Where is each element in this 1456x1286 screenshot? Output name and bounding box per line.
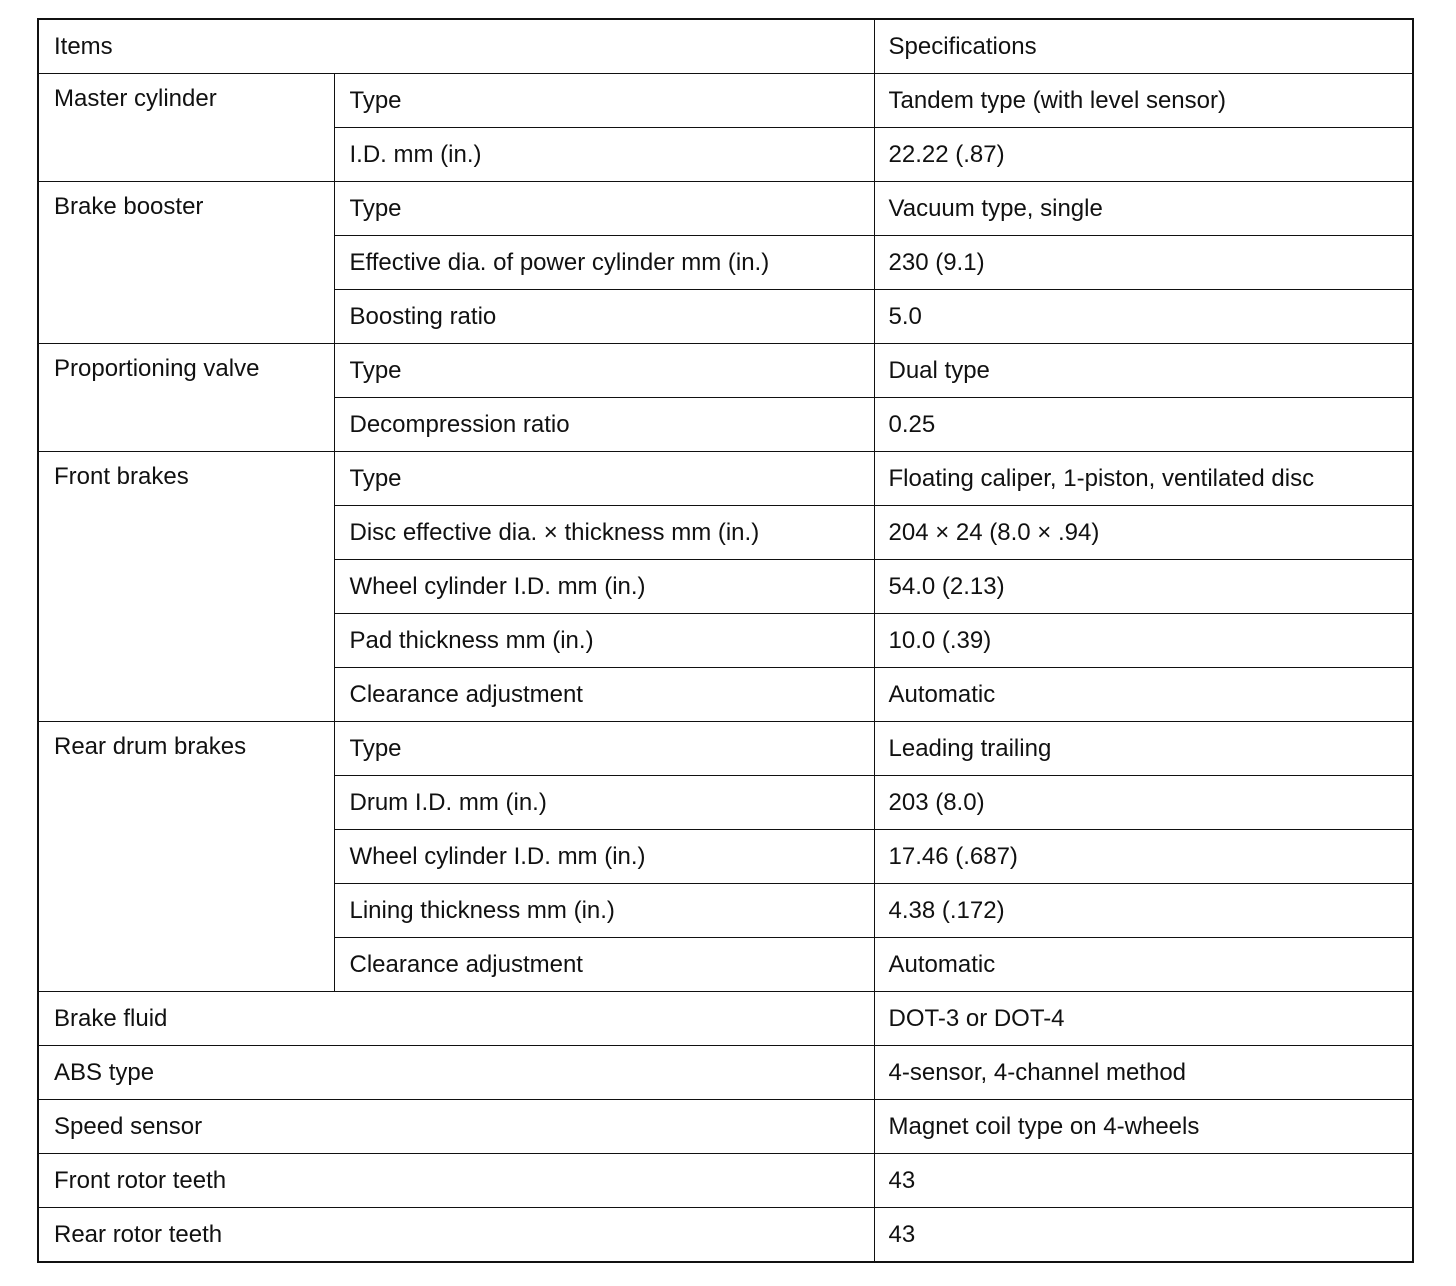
group-rear-drum-brakes: Rear drum brakes [38,722,334,992]
spec-cell: 4.38 (.172) [874,884,1413,938]
table-row [38,1100,1413,1154]
item-cell: Type [334,74,874,128]
item-front-rotor-teeth: Front rotor teeth [38,1154,874,1208]
spec-cell: Automatic [874,668,1413,722]
spec-cell: 43 [874,1208,1413,1263]
table-row [38,1208,1413,1263]
item-cell: I.D. mm (in.) [334,128,874,182]
table-row [38,1046,1413,1100]
item-cell: Effective dia. of power cylinder mm (in.) [334,236,874,290]
item-cell: Drum I.D. mm (in.) [334,776,874,830]
spec-cell: 230 (9.1) [874,236,1413,290]
spec-cell: Dual type [874,344,1413,398]
header-row [38,19,1413,74]
item-cell: Clearance adjustment [334,938,874,992]
spec-cell: 0.25 [874,398,1413,452]
spec-cell: Vacuum type, single [874,182,1413,236]
item-cell: Type [334,452,874,506]
spec-cell: Magnet coil type on 4-wheels [874,1100,1413,1154]
item-cell: Wheel cylinder I.D. mm (in.) [334,560,874,614]
table-row [38,74,1413,128]
spec-cell: 54.0 (2.13) [874,560,1413,614]
brake-specifications-table [37,18,1414,1263]
item-cell: Type [334,722,874,776]
spec-cell: Tandem type (with level sensor) [874,74,1413,128]
header-specifications: Specifications [874,19,1413,74]
spec-cell: Leading trailing [874,722,1413,776]
item-speed-sensor: Speed sensor [38,1100,874,1154]
item-cell: Wheel cylinder I.D. mm (in.) [334,830,874,884]
item-cell: Pad thickness mm (in.) [334,614,874,668]
table-row [38,182,1413,236]
item-cell: Type [334,182,874,236]
spec-cell: 22.22 (.87) [874,128,1413,182]
group-brake-booster: Brake booster [38,182,334,344]
group-master-cylinder: Master cylinder [38,74,334,182]
spec-cell: 4-sensor, 4-channel method [874,1046,1413,1100]
item-cell: Disc effective dia. × thickness mm (in.) [334,506,874,560]
item-rear-rotor-teeth: Rear rotor teeth [38,1208,874,1263]
table-row [38,1154,1413,1208]
table-row [38,992,1413,1046]
spec-cell: DOT-3 or DOT-4 [874,992,1413,1046]
item-cell: Type [334,344,874,398]
item-cell: Boosting ratio [334,290,874,344]
group-proportioning-valve: Proportioning valve [38,344,334,452]
spec-cell: Floating caliper, 1-piston, ventilated disc [874,452,1413,506]
table-row [38,344,1413,398]
spec-cell: 43 [874,1154,1413,1208]
item-cell: Clearance adjustment [334,668,874,722]
table-row [38,452,1413,506]
spec-cell: 5.0 [874,290,1413,344]
spec-cell: Automatic [874,938,1413,992]
table-row [38,722,1413,776]
spec-cell: 204 × 24 (8.0 × .94) [874,506,1413,560]
item-brake-fluid: Brake fluid [38,992,874,1046]
item-abs-type: ABS type [38,1046,874,1100]
item-cell: Decompression ratio [334,398,874,452]
item-cell: Lining thickness mm (in.) [334,884,874,938]
group-front-brakes: Front brakes [38,452,334,722]
header-items: Items [38,19,874,74]
spec-cell: 10.0 (.39) [874,614,1413,668]
spec-cell: 17.46 (.687) [874,830,1413,884]
spec-cell: 203 (8.0) [874,776,1413,830]
